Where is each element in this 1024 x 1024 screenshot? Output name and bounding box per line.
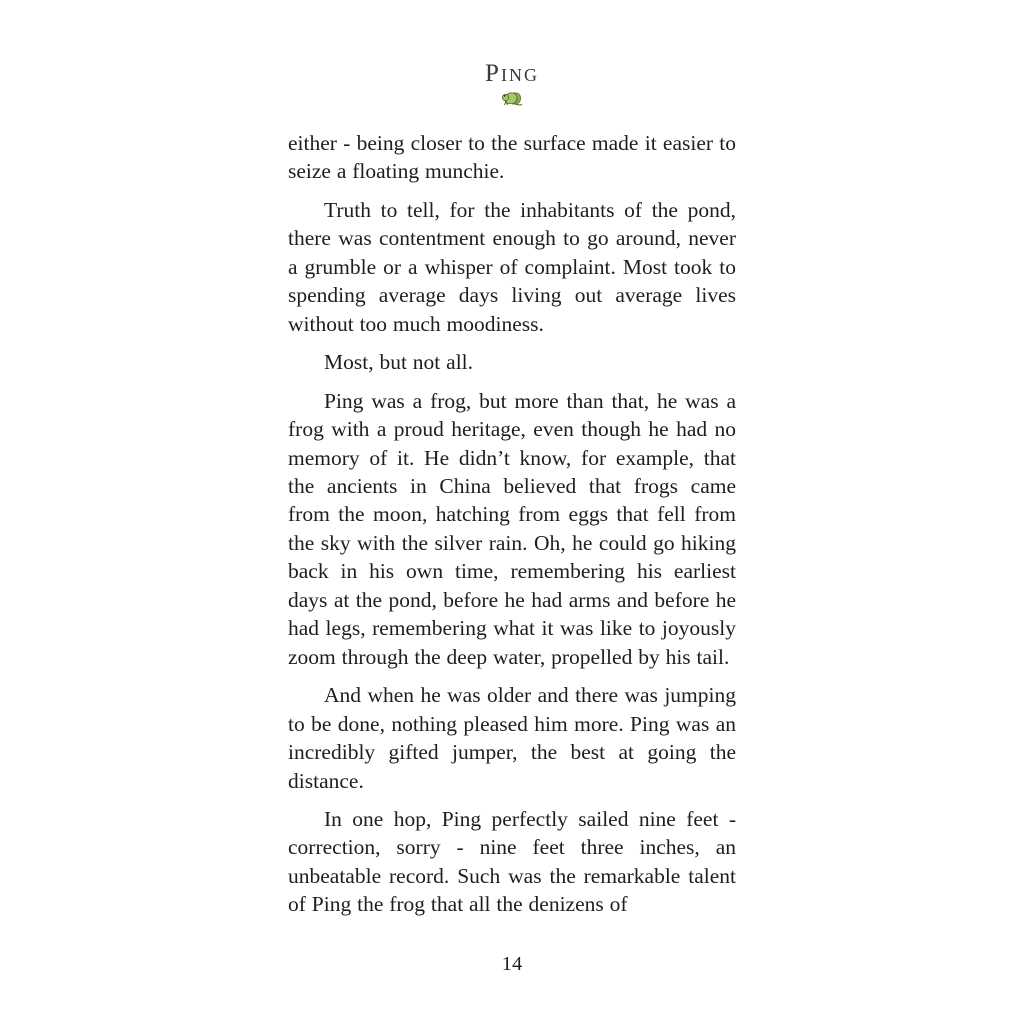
frog-icon — [500, 94, 524, 111]
paragraph: Most, but not all. — [324, 350, 474, 375]
paragraph: Truth to tell, for the inhabitants of the pond, there was contentment enough to go around, never a grumble or a whisper of complaint. Most took to spending average days living out average lives without too much moodiness. — [288, 197, 736, 336]
header-ornament — [0, 89, 1024, 107]
page-number: 14 — [501, 953, 523, 975]
body-text — [288, 129, 736, 919]
paragraph: And when he was older and there was jumping to be done, nothing pleased him more. Ping was an incredibly gifted jumper, the best at going the distance. — [288, 683, 736, 793]
paragraph: Ping was a frog, but more than that, he was a frog with a proud heritage, even though he had no memory of it. He didn’t know, for example, that the ancients in China believed that frogs came from the moon, hatching from eggs that fell from the sky with the silver rain. Oh, he could go hiking back in his own time, remembering his earliest days at the pond, before he had arms and before he had legs, remembering what it was like to joyously zoom through the deep water, propelled by his tail. — [288, 388, 736, 669]
book-title: Ping — [485, 60, 539, 87]
running-head — [0, 0, 1024, 88]
paragraph: either - being closer to the surface made it easier to seize a floating munchie. — [288, 131, 736, 184]
paragraph: In one hop, Ping perfectly sailed nine feet - correction, sorry - nine feet three inches, an unbeatable record. Such was the remarkable talent of Ping the frog that all the denizens of — [288, 806, 736, 917]
